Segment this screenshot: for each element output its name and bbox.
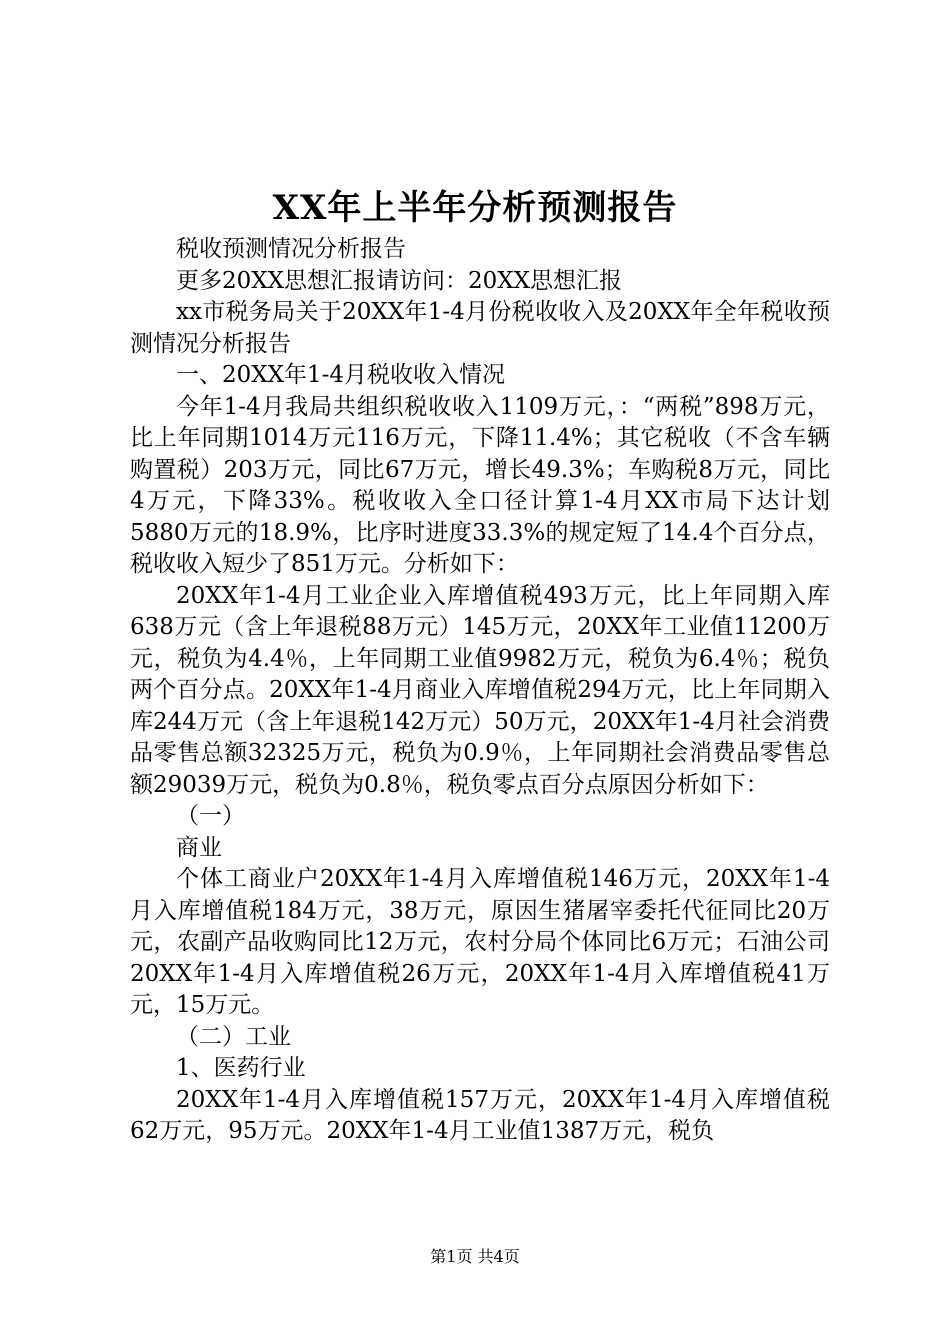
page-footer: 第1页 共4页 xyxy=(430,1247,520,1266)
paragraph: 1、医药行业 xyxy=(176,1055,306,1081)
paragraph: 个体工商业户20XX年1-4月入库增值税146万元，20XX年1-4月入库增值税184万元，38万元，原因生猪屠宰委托代征同比20万元，农副产品收购同比12万元，农村分局个体同比6万元；石油公司20XX年1-4月入库增值税26万元，20XX年1-4月入库增值税41万元，15万元。 xyxy=(130,866,830,1018)
paragraph: 更多20XX思想汇报请访问：20XX思想汇报 xyxy=(176,267,623,294)
paragraph: 20XX年1-4月工业企业入库增值税493万元，比上年同期入库638万元（含上年退税88万元）145万元，20XX年工业值11200万元，税负为4.4％，上年同期工业值9982万元，税负为6.4％；税负两个百分点。20XX年1-4月商业入库增值税294万元，比上年同期入库244万元（含上年退税142万元）50万元，20XX年1-4月社会消费品零售总额32325万元，税负为0.9％，上年同期社会消费品零售总额29039万元，税负为0.8％，税负零点百分点原因分析如下： xyxy=(130,582,830,798)
paragraph: 税收预测情况分析报告 xyxy=(176,236,406,262)
document-title: XX年上半年分析预测报告 xyxy=(272,188,678,228)
paragraph: （一） xyxy=(176,803,245,829)
paragraph: 一、20XX年1-4月税收收入情况 xyxy=(176,362,506,388)
paragraph: xx市税务局关于20XX年1-4月份税收收入及20XX年全年税收预测情况分析报告 xyxy=(130,299,830,357)
paragraph: （二）工业 xyxy=(176,1023,291,1050)
paragraph: 商业 xyxy=(176,834,222,861)
paragraph: 20XX年1-4月入库增值税157万元，20XX年1-4月入库增值税62万元，95万元。20XX年1-4月工业值1387万元，税负 xyxy=(130,1086,830,1144)
paragraph: 今年1-4月我局共组织税收收入1109万元，：“两税”898万元，比上年同期1014万元116万元，下降11.4%；其它税收（不含车辆购置税）203万元，同比67万元，增长49.3%；车购税8万元，同比4万元，下降33%。税收收入全口径计算1-4月XX市局下达计划5880万元的18.9%，比序时进度33.3%的规定短了14.4个百分点，税收收入短少了851万元。分析如下： xyxy=(130,393,830,577)
document-body xyxy=(130,234,830,1148)
